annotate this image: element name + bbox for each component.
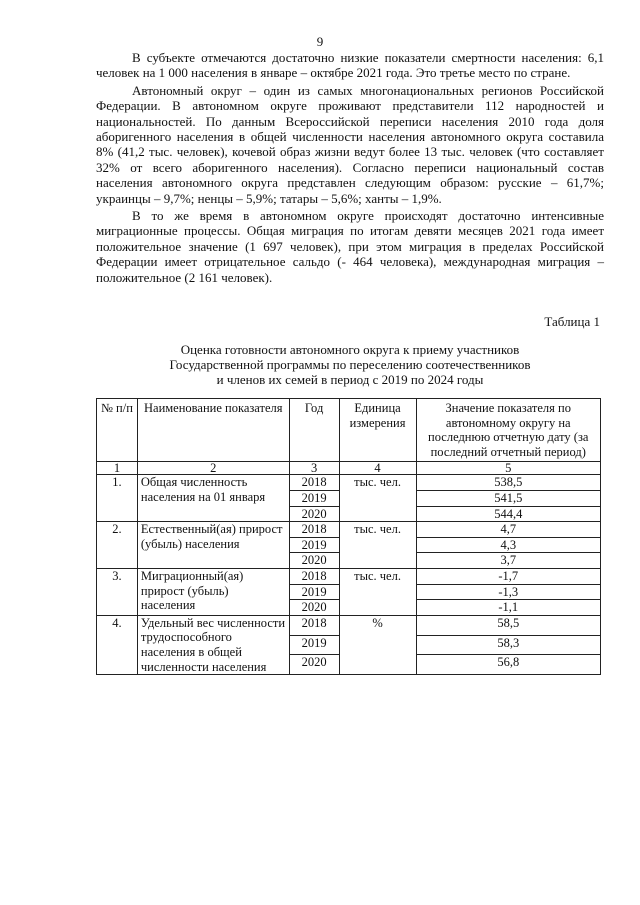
paragraph-migration: В то же время в автономном округе происходят достаточно интенсивные миграционные процессы. Общая миграция по итогам девяти месяцев 2021 года имеет положительное значение (1 697 человек), при этом миграция в пределах Российской Федерации имеет отрицательное сальдо (- 464 человека), международная миграция – положительное (2 161 человек).: [96, 208, 604, 285]
indicator-name: Удельный вес численности трудоспособного населения в общей численности населения: [137, 615, 289, 674]
row-number: 3.: [97, 568, 138, 615]
value-cell: -1,3: [416, 584, 601, 600]
unit-cell: %: [339, 615, 416, 674]
year-cell: 2019: [289, 635, 339, 655]
column-number: 4: [339, 462, 416, 475]
column-number: 1: [97, 462, 138, 475]
value-cell: 58,3: [416, 635, 601, 655]
year-cell: 2018: [289, 522, 339, 538]
column-number: 3: [289, 462, 339, 475]
table-title-line: Государственной программы по переселению соотечественников: [169, 357, 531, 372]
table-row: [97, 522, 601, 538]
year-cell: 2019: [289, 537, 339, 553]
paragraph-ethnic-composition: Автономный округ – один из самых многонациональных регионов Российской Федерации. В автономном округе проживают представители 112 народностей и национальностей. По данным Всероссийской переписи населения 2010 года доля аборигенного населения в общей численности населения автономного округа составила 8% (41,2 тыс. человек), кочевой образ жизни ведут более 13 тыс. человек (что составляет 32% от всего аборигенного населения). Согласно переписи национальный состав населения автономного округа представлен следующим образом: русские – 61,7%; украинцы – 9,7%; ненцы – 5,9%; татары – 5,6%; ханты – 1,9%.: [96, 82, 604, 206]
row-number: 2.: [97, 522, 138, 569]
header-year: Год: [289, 399, 339, 462]
table-title-line: и членов их семей в период с 2019 по 2024 годы: [216, 372, 484, 387]
year-cell: 2018: [289, 615, 339, 635]
unit-cell: тыс. чел.: [339, 568, 416, 615]
table-row: [97, 568, 601, 584]
value-cell: 58,5: [416, 615, 601, 635]
value-cell: -1,1: [416, 600, 601, 616]
table-title: [96, 342, 604, 387]
unit-cell: тыс. чел.: [339, 475, 416, 522]
value-cell: 56,8: [416, 655, 601, 675]
table-title-line: Оценка готовности автономного округа к приему участников: [180, 342, 520, 357]
table-label: Таблица 1: [544, 314, 600, 329]
row-number: 1.: [97, 475, 138, 522]
indicator-name: Общая численность населения на 01 января: [137, 475, 289, 522]
year-cell: 2020: [289, 506, 339, 522]
indicator-name: Естественный(ая) прирост (убыль) населения: [137, 522, 289, 569]
year-cell: 2019: [289, 490, 339, 506]
year-cell: 2020: [289, 600, 339, 616]
page-number: 9: [316, 34, 324, 49]
indicator-name: Миграционный(ая) прирост (убыль) населения: [137, 568, 289, 615]
column-number: 5: [416, 462, 601, 475]
value-cell: 4,7: [416, 522, 601, 538]
value-cell: 3,7: [416, 553, 601, 569]
value-cell: -1,7: [416, 568, 601, 584]
header-name: Наименование показателя: [137, 399, 289, 462]
readiness-table: [96, 398, 601, 675]
row-number: 4.: [97, 615, 138, 674]
body-text: [96, 50, 604, 285]
header-value: Значение показателя по автономному округу на последнюю отчетную дату (за последний отчетный период): [416, 399, 601, 462]
column-number-row: [97, 462, 601, 475]
paragraph-mortality: В субъекте отмечаются достаточно низкие показатели смертности населения: 6,1 человек на 1 000 населения в январе – октябре 2021 года. Это третье место по стране.: [96, 50, 604, 81]
year-cell: 2018: [289, 475, 339, 491]
value-cell: 538,5: [416, 475, 601, 491]
value-cell: 544,4: [416, 506, 601, 522]
year-cell: 2020: [289, 655, 339, 675]
year-cell: 2020: [289, 553, 339, 569]
unit-cell: тыс. чел.: [339, 522, 416, 569]
year-cell: 2018: [289, 568, 339, 584]
header-unit: Единица измерения: [339, 399, 416, 462]
value-cell: 541,5: [416, 490, 601, 506]
table-header-row: [97, 399, 601, 462]
value-cell: 4,3: [416, 537, 601, 553]
year-cell: 2019: [289, 584, 339, 600]
column-number: 2: [137, 462, 289, 475]
table-row: [97, 475, 601, 491]
table-row: [97, 615, 601, 635]
header-num: № п/п: [97, 399, 138, 462]
